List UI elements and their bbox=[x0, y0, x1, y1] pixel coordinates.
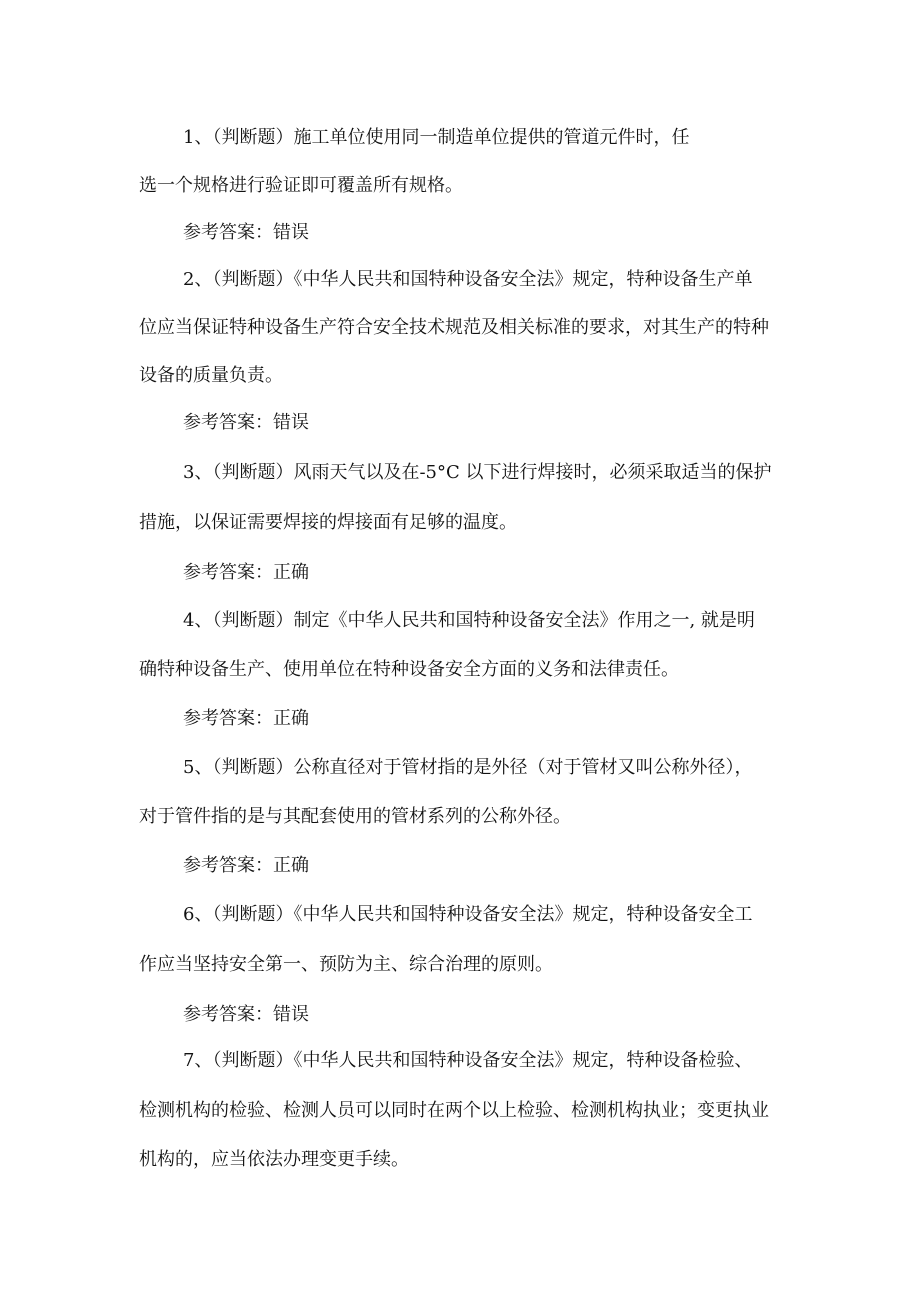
question-3-line-1: 3、（判断题）风雨天气以及在-5°C 以下进行焊接时，必须采取适当的保护 bbox=[183, 462, 772, 483]
question-7-line-2: 检测机构的检验、检测人员可以同时在两个以上检验、检测机构执业；变更执业 bbox=[139, 1100, 769, 1121]
question-5-line-1: 5、（判断题）公称直径对于管材指的是外径（对于管材又叫公称外径）， bbox=[183, 757, 753, 778]
question-2-line-3: 设备的质量负责。 bbox=[139, 365, 283, 386]
question-6-line-1: 6、（判断题）《中华人民共和国特种设备安全法》规定，特种设备安全工 bbox=[183, 904, 753, 925]
answer-4: 参考答案：正确 bbox=[183, 708, 309, 729]
question-1-line-1: 1、（判断题）施工单位使用同一制造单位提供的管道元件时，任 bbox=[183, 127, 690, 148]
question-4-line-2: 确特种设备生产、使用单位在特种设备安全方面的义务和法律责任。 bbox=[139, 659, 679, 680]
answer-5: 参考答案：正确 bbox=[183, 855, 309, 876]
answer-2: 参考答案：错误 bbox=[183, 412, 309, 433]
question-1-line-2: 选一个规格进行验证即可覆盖所有规格。 bbox=[139, 175, 463, 196]
question-2-line-2: 位应当保证特种设备生产符合安全技术规范及相关标准的要求，对其生产的特种 bbox=[139, 317, 769, 338]
answer-3: 参考答案：正确 bbox=[183, 562, 309, 583]
answer-1: 参考答案：错误 bbox=[183, 222, 309, 243]
question-6-line-2: 作应当坚持安全第一、预防为主、综合治理的原则。 bbox=[139, 954, 553, 975]
question-3-line-2: 措施，以保证需要焊接的焊接面有足够的温度。 bbox=[139, 512, 517, 533]
question-7-line-3: 机构的，应当依法办理变更手续。 bbox=[139, 1149, 409, 1170]
answer-6: 参考答案：错误 bbox=[183, 1004, 309, 1025]
question-4-line-1: 4、（判断题）制定《中华人民共和国特种设备安全法》作用之一, 就是明 bbox=[183, 610, 755, 631]
question-7-line-1: 7、（判断题）《中华人民共和国特种设备安全法》规定，特种设备检验、 bbox=[183, 1050, 753, 1071]
question-2-line-1: 2、（判断题）《中华人民共和国特种设备安全法》规定，特种设备生产单 bbox=[183, 269, 753, 290]
question-5-line-2: 对于管件指的是与其配套使用的管材系列的公称外径。 bbox=[139, 806, 571, 827]
